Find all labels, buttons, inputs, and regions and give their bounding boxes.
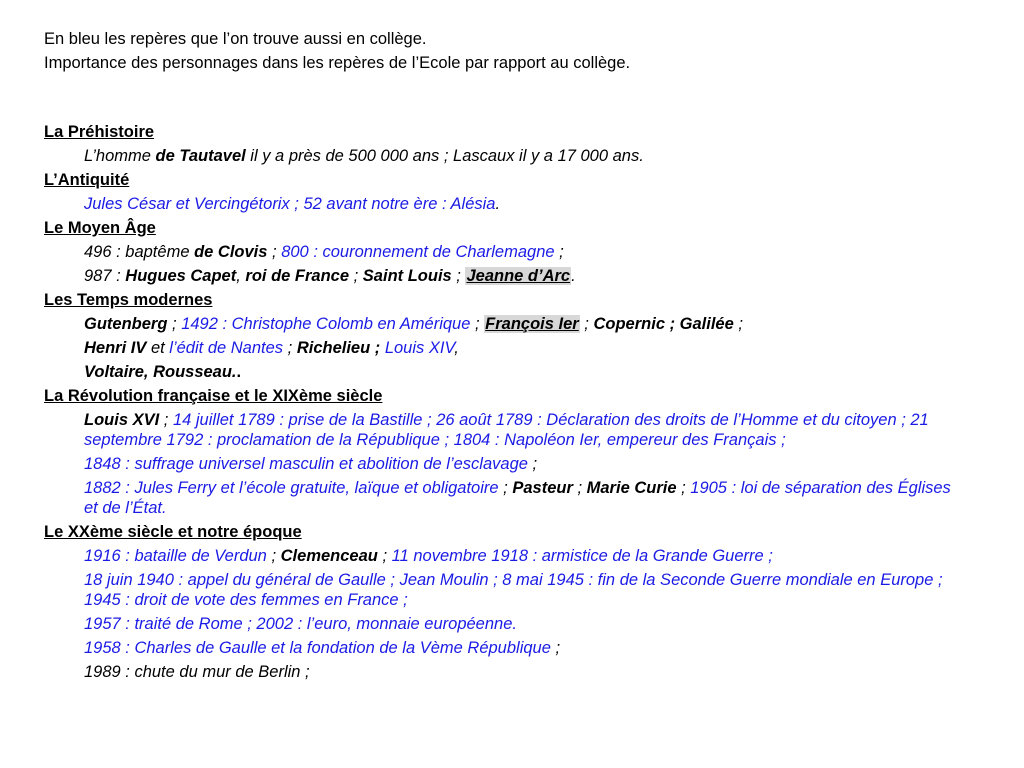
- intro: [44, 27, 630, 75]
- text: .: [495, 195, 501, 213]
- college-marker: 18 juin 1940 : appel du général de Gaulle ; Jean Moulin ; 8 mai 1945 : fin de la Seconde Guerre mondiale en Europe ; 1945 : droit de vote des femmes en France ;: [84, 571, 943, 609]
- text: 1989 : chute du mur de Berlin ;: [84, 663, 310, 681]
- college-marker: 1848 : suffrage universel masculin et abolition de l’esclavage: [84, 455, 528, 473]
- person-richelieu: Richelieu ;: [296, 339, 381, 357]
- text: ;: [550, 639, 561, 657]
- text: ;: [579, 315, 594, 333]
- college-marker: l’édit de Nantes: [169, 339, 284, 357]
- heading-moyen-age: Le Moyen Âge: [44, 219, 156, 237]
- entry-temps-modernes-2: [84, 336, 964, 360]
- person-pasteur: Pasteur: [512, 479, 573, 497]
- text: ;: [283, 339, 297, 357]
- heading-xxe-siecle: Le XXème siècle et notre époque: [44, 523, 302, 541]
- text: .: [236, 363, 242, 381]
- heading-prehistoire: La Préhistoire: [44, 123, 155, 141]
- text: ;: [377, 547, 392, 565]
- entry-revolution-3: [84, 476, 964, 520]
- person-voltaire-rousseau: Voltaire, Rousseau.: [84, 363, 237, 381]
- college-marker: 1492 : Christophe Colomb en Amérique: [181, 315, 471, 333]
- entry-xxe-4: [84, 636, 964, 660]
- text: 496 : baptême: [84, 243, 195, 261]
- person-clemenceau: Clemenceau: [280, 547, 378, 565]
- college-marker: 11 novembre 1918 : armistice de la Grande Guerre ;: [391, 547, 773, 565]
- heading-revolution: La Révolution française et le XIXème siècle: [44, 387, 383, 405]
- text-roi-de-france: roi de France: [245, 267, 350, 285]
- text: L’homme: [84, 147, 156, 165]
- text: ;: [676, 479, 691, 497]
- text: ;: [349, 267, 363, 285]
- heading-antiquite: L’Antiquité: [44, 171, 130, 189]
- college-marker: 1905 : loi de séparation des Églises et de l’État.: [84, 479, 951, 517]
- text: ,: [236, 267, 246, 285]
- text: et: [146, 339, 170, 357]
- text: ;: [572, 479, 587, 497]
- person-francois-ier: François Ier: [485, 315, 579, 333]
- person-jeanne-darc: Jeanne d’Arc: [466, 267, 571, 285]
- entry-temps-modernes-3: [84, 360, 964, 384]
- entry-prehistoire-1: [84, 144, 964, 168]
- entry-temps-modernes-1: [84, 312, 964, 336]
- text: il y a près de 500 000 ans ; Lascaux il y a 17 000 ans.: [245, 147, 644, 165]
- entry-xxe-2: [84, 568, 964, 612]
- text: ;: [527, 455, 538, 473]
- person-saint-louis: Saint Louis: [362, 267, 452, 285]
- college-marker: 1882 : Jules Ferry et l’école gratuite, laïque et obligatoire: [84, 479, 499, 497]
- entry-moyen-age-1: [84, 240, 964, 264]
- text: ;: [267, 243, 282, 261]
- heading-temps-modernes: Les Temps modernes: [44, 291, 213, 309]
- timeline-content: [44, 120, 964, 684]
- person-tautavel: de Tautavel: [155, 147, 246, 165]
- college-marker: 800 : couronnement de Charlemagne: [281, 243, 555, 261]
- entry-antiquite-1: [84, 192, 964, 216]
- college-marker: 14 juillet 1789 : prise de la Bastille ; 26 août 1789 : Déclaration des droits de l’Homme et du citoyen ; 21 septembre 1792 : proclamation de la République ; 1804 : Napoléon Ier, empereur des Français ;: [84, 411, 929, 449]
- text: 987 :: [84, 267, 126, 285]
- college-marker: 1916 : bataille de Verdun: [84, 547, 267, 565]
- college-marker: Jules César et Vercingétorix ; 52 avant notre ère : Alésia: [84, 195, 496, 213]
- intro-line-2: Importance des personnages dans les repères de l’Ecole par rapport au collège.: [44, 54, 631, 72]
- entry-xxe-5: [84, 660, 964, 684]
- text: ;: [167, 315, 182, 333]
- intro-line-1: En bleu les repères que l’on trouve aussi en collège.: [44, 30, 427, 48]
- text: ;: [159, 411, 173, 429]
- person-hugues-capet: Hugues Capet: [125, 267, 237, 285]
- text: .: [571, 267, 576, 285]
- entry-moyen-age-2: [84, 264, 964, 288]
- person-copernic-galilee: Copernic ; Galilée: [593, 315, 734, 333]
- college-marker: 1957 : traité de Rome ; 2002 : l’euro, monnaie européenne.: [84, 615, 517, 633]
- text: ;: [266, 547, 281, 565]
- text: ;: [451, 267, 466, 285]
- entry-xxe-1: [84, 544, 964, 568]
- college-marker: Louis XIV: [380, 339, 455, 357]
- person-henri-iv: Henri IV: [84, 339, 147, 357]
- text: ,: [454, 339, 459, 357]
- person-gutenberg: Gutenberg: [84, 315, 168, 333]
- entry-xxe-3: [84, 612, 964, 636]
- text: ;: [733, 315, 743, 333]
- person-clovis: de Clovis: [194, 243, 268, 261]
- entry-revolution-2: [84, 452, 964, 476]
- college-marker: 1958 : Charles de Gaulle et la fondation de la Vème République: [84, 639, 551, 657]
- text: ;: [470, 315, 485, 333]
- person-louis-xvi: Louis XVI: [84, 411, 160, 429]
- text: ;: [554, 243, 564, 261]
- person-marie-curie: Marie Curie: [586, 479, 677, 497]
- entry-revolution-1: [84, 408, 964, 452]
- text: ;: [498, 479, 513, 497]
